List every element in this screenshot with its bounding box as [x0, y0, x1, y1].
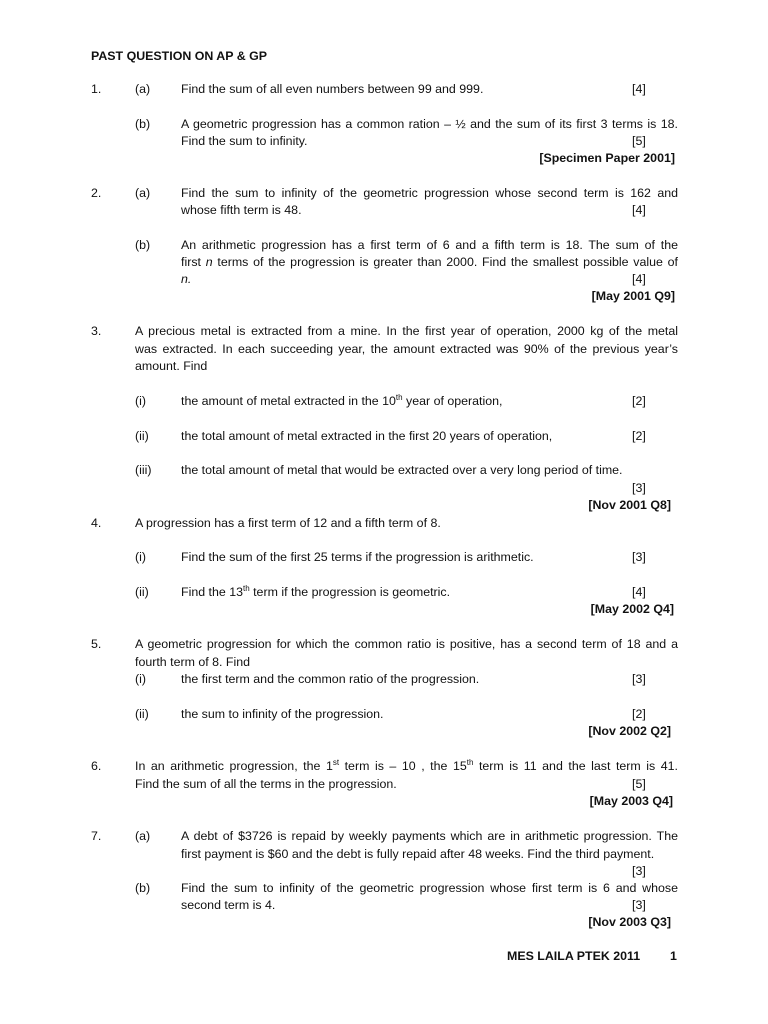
question-text: Find the sum of all the terms in the progression.	[135, 777, 397, 791]
marks: [3]	[632, 864, 646, 878]
marks: [3]	[632, 550, 646, 564]
source-reference: [Nov 2001 Q8]	[588, 498, 671, 512]
marks: [5]	[632, 134, 646, 148]
source-reference: [Specimen Paper 2001]	[539, 151, 675, 165]
page-title: PAST QUESTION ON AP & GP	[91, 49, 268, 63]
question-text: whose fifth term is 48.	[181, 203, 302, 217]
question-number: 4.	[91, 516, 102, 530]
source-reference: [Nov 2003 Q3]	[588, 915, 671, 929]
source-reference: [Nov 2002 Q2]	[588, 724, 671, 738]
question-text: Find the sum of all even numbers between 99 and 999.	[181, 82, 484, 96]
question-text: first n terms of the progression is greater than 2000. Find the smallest possible value of	[181, 255, 678, 269]
marks: [4]	[632, 272, 646, 286]
source-reference: [May 2001 Q9]	[591, 289, 675, 303]
marks: [4]	[632, 203, 646, 217]
question-text: the sum to infinity of the progression.	[181, 707, 384, 721]
question-text: A precious metal is extracted from a mine. In the first year of operation, 2000 kg of the metal	[135, 324, 678, 338]
question-text: first payment is $60 and the debt is fully repaid after 48 weeks. Find the third payment.	[181, 847, 655, 861]
question-text: A debt of $3726 is repaid by weekly payments which are in arithmetic progression. The	[181, 829, 678, 843]
part-label: (a)	[135, 82, 151, 96]
question-text: the amount of metal extracted in the 10th year of operation,	[181, 393, 503, 408]
source-reference: [May 2003 Q4]	[589, 794, 673, 808]
marks: [2]	[632, 707, 646, 721]
part-label: (i)	[135, 550, 147, 564]
part-label: (ii)	[135, 429, 149, 443]
marks: [4]	[632, 82, 646, 96]
question-number: 3.	[91, 324, 102, 338]
question-text: A progression has a first term of 12 and a fifth term of 8.	[135, 516, 441, 530]
question-number: 7.	[91, 829, 102, 843]
part-label: (ii)	[135, 585, 149, 599]
part-label: (ii)	[135, 707, 149, 721]
question-number: 1.	[91, 82, 102, 96]
question-text: A geometric progression has a common ration – ½ and the sum of its first 3 terms is 18.	[181, 117, 678, 131]
part-label: (iii)	[135, 463, 152, 477]
question-text: fourth term of 8. Find	[135, 655, 251, 669]
question-text: the total amount of metal that would be extracted over a very long period of time.	[181, 463, 623, 477]
marks: [3]	[632, 898, 646, 912]
part-label: (b)	[135, 881, 151, 895]
marks: [3]	[632, 672, 646, 686]
marks: [2]	[632, 394, 646, 408]
part-label: (b)	[135, 117, 151, 131]
question-number: 2.	[91, 186, 102, 200]
part-label: (i)	[135, 672, 147, 686]
question-text: second term is 4.	[181, 898, 276, 912]
question-text: was extracted. In each succeeding year, the amount extracted was 90% of the previous year’s	[135, 342, 678, 356]
part-label: (a)	[135, 186, 151, 200]
question-text: An arithmetic progression has a first term of 6 and a fifth term is 18. The sum of the	[181, 238, 678, 252]
question-text: A geometric progression for which the common ratio is positive, has a second term of 18 and a	[135, 637, 678, 651]
question-text: In an arithmetic progression, the 1st term is – 10 , the 15th term is 11 and the last term is 41.	[135, 758, 679, 773]
source-reference: [May 2002 Q4]	[590, 602, 674, 616]
question-text: the total amount of metal extracted in the first 20 years of operation,	[181, 429, 553, 443]
question-text: n.	[181, 272, 192, 286]
part-label: (a)	[135, 829, 151, 843]
marks: [2]	[632, 429, 646, 443]
question-text: Find the sum to infinity of the geometric progression whose first term is 6 and whose	[181, 881, 678, 895]
marks: [4]	[632, 585, 646, 599]
marks: [5]	[632, 777, 646, 791]
page-number: 1	[670, 949, 677, 963]
question-text: the first term and the common ratio of the progression.	[181, 672, 480, 686]
part-label: (b)	[135, 238, 151, 252]
question-text: Find the sum of the first 25 terms if the progression is arithmetic.	[181, 550, 534, 564]
footer-text: MES LAILA PTEK 2011	[507, 949, 641, 963]
question-text: amount. Find	[135, 359, 208, 373]
question-text: Find the sum to infinity.	[181, 134, 308, 148]
question-number: 5.	[91, 637, 102, 651]
marks: [3]	[632, 481, 646, 495]
question-text: Find the sum to infinity of the geometric progression whose second term is 162 and	[181, 186, 678, 200]
question-text: Find the 13th term if the progression is geometric.	[181, 584, 451, 599]
part-label: (i)	[135, 394, 147, 408]
question-number: 6.	[91, 759, 102, 773]
